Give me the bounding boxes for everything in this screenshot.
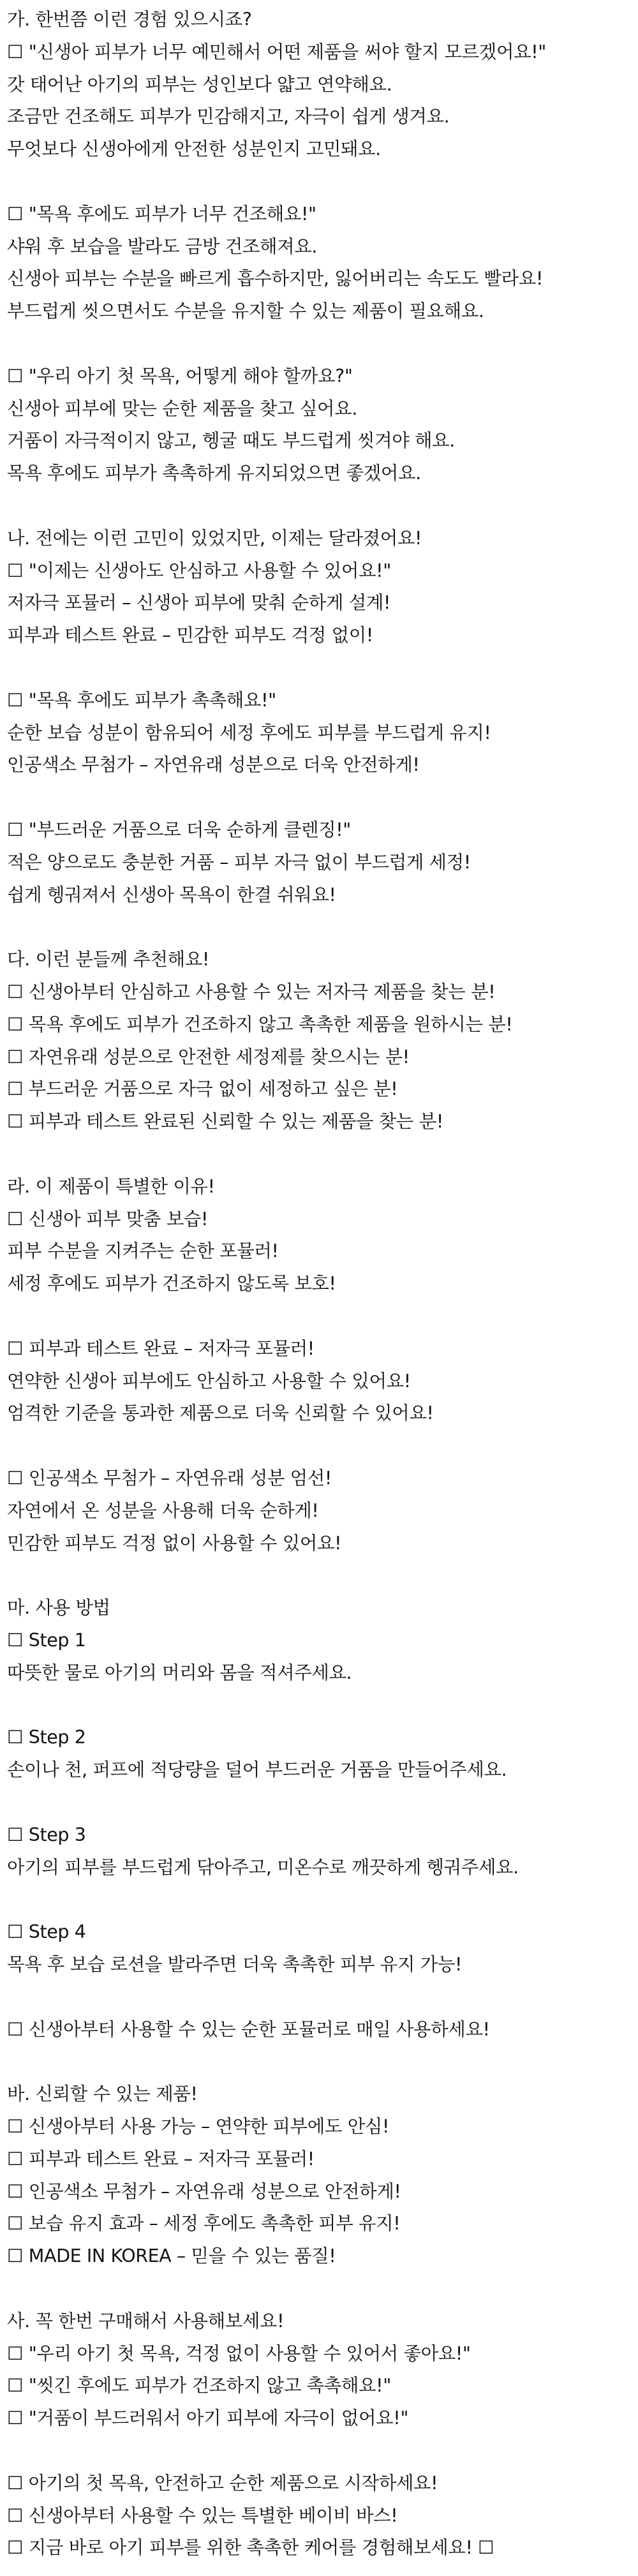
checkbox-item: ☐ MADE IN KOREA – 믿을 수 있는 품질! bbox=[7, 2245, 336, 2267]
text-line: 엄격한 기준을 통과한 제품으로 더욱 신뢰할 수 있어요! bbox=[7, 1403, 434, 1424]
checkbox-item: ☐ 지금 바로 아기 피부를 위한 촉촉한 케어를 경험해보세요! ☐ bbox=[7, 2537, 494, 2559]
text-line: 민감한 피부도 걱정 없이 사용할 수 있어요! bbox=[7, 1532, 342, 1554]
text-line: 따뜻한 물로 아기의 머리와 몸을 적셔주세요. bbox=[7, 1662, 352, 1683]
checkbox-item: ☐ 인공색소 무첨가 – 자연유래 성분으로 안전하게! bbox=[7, 2180, 401, 2202]
checkbox-item: ☐ 신생아부터 사용할 수 있는 순한 포뮬러로 매일 사용하세요! bbox=[7, 2018, 490, 2040]
checkbox-item: ☐ "우리 아기 첫 목욕, 어떻게 해야 할까요?" bbox=[7, 365, 353, 387]
text-line: 저자극 포뮬러 – 신생아 피부에 맞춰 순하게 설계! bbox=[7, 592, 390, 614]
text-line: 부드럽게 씻으면서도 수분을 유지할 수 있는 제품이 필요해요. bbox=[7, 301, 484, 322]
text-line: 목욕 후에도 피부가 촉촉하게 유지되었으면 좋겠어요. bbox=[7, 463, 421, 484]
blank-line bbox=[7, 1560, 635, 1591]
checkbox-item: ☐ "이제는 신생아도 안심하고 사용할 수 있어요!" bbox=[7, 560, 391, 581]
blank-line bbox=[7, 782, 635, 814]
blank-line bbox=[7, 490, 635, 522]
checkbox-item: ☐ 피부과 테스트 완료 – 저자극 포뮬러! bbox=[7, 2148, 315, 2170]
text-line: 적은 양으로도 충분한 거품 – 피부 자극 없이 부드럽게 세정! bbox=[7, 851, 471, 873]
text-line: 쉽게 헹궈져서 신생아 목욕이 한결 쉬워요! bbox=[7, 884, 336, 905]
text-line: 손이나 천, 퍼프에 적당량을 덜어 부드러운 거품을 만들어주세요. bbox=[7, 1759, 507, 1781]
blank-line bbox=[7, 2435, 635, 2467]
section-heading: 나. 전에는 이런 고민이 있었지만, 이제는 달라졌어요! bbox=[7, 527, 422, 549]
checkbox-item: ☐ "씻긴 후에도 피부가 건조하지 않고 촉촉해요!" bbox=[7, 2375, 391, 2397]
blank-line bbox=[7, 652, 635, 684]
blank-line bbox=[7, 1981, 635, 2013]
text-line: 신생아 피부는 수분을 빠르게 흡수하지만, 잃어버리는 속도도 빨라요! bbox=[7, 268, 543, 290]
checkbox-item: ☐ "거품이 부드러워서 아기 피부에 자극이 없어요!" bbox=[7, 2408, 409, 2429]
text-line: 피부 수분을 지켜주는 순한 포뮬러! bbox=[7, 1240, 279, 1262]
checkbox-item: ☐ "부드러운 거품으로 더욱 순하게 클렌징!" bbox=[7, 819, 351, 840]
checkbox-item: ☐ 아기의 첫 목욕, 안전하고 순한 제품으로 시작하세요! bbox=[7, 2472, 438, 2494]
blank-line bbox=[7, 1787, 635, 1819]
blank-line bbox=[7, 1690, 635, 1722]
checkbox-item: ☐ 보습 유지 효과 – 세정 후에도 촉촉한 피부 유지! bbox=[7, 2213, 401, 2235]
checkbox-item: ☐ 신생아부터 안심하고 사용할 수 있는 저자극 제품을 찾는 분! bbox=[7, 981, 496, 1002]
checkbox-item: ☐ Step 2 bbox=[7, 1727, 86, 1748]
section-heading: 마. 사용 방법 bbox=[7, 1597, 110, 1619]
text-line: 자연에서 온 성분을 사용해 더욱 순하게! bbox=[7, 1500, 319, 1521]
checkbox-item: ☐ 피부과 테스트 완료 – 저자극 포뮬러! bbox=[7, 1337, 315, 1359]
text-line: 순한 보습 성분이 함유되어 세정 후에도 피부를 부드럽게 유지! bbox=[7, 722, 491, 743]
text-line: 신생아 피부에 맞는 순한 제품을 찾고 싶어요. bbox=[7, 398, 357, 419]
text-line: 인공색소 무첨가 – 자연유래 성분으로 더욱 안전하게! bbox=[7, 754, 420, 776]
checkbox-item: ☐ 자연유래 성분으로 안전한 세정제를 찾으시는 분! bbox=[7, 1046, 410, 1068]
text-line: 세정 후에도 피부가 건조하지 않도록 보호! bbox=[7, 1273, 336, 1295]
checkbox-item: ☐ "목욕 후에도 피부가 너무 건조해요!" bbox=[7, 203, 316, 225]
section-heading: 사. 꼭 한번 구매해서 사용해보세요! bbox=[7, 2310, 285, 2332]
text-line: 무엇보다 신생아에게 안전한 성분인지 고민돼요. bbox=[7, 138, 381, 160]
text-line: 거품이 자극적이지 않고, 헹굴 때도 부드럽게 씻겨야 해요. bbox=[7, 430, 455, 452]
checkbox-item: ☐ "목욕 후에도 피부가 촉촉해요!" bbox=[7, 689, 276, 711]
blank-line bbox=[7, 911, 635, 943]
blank-line bbox=[7, 328, 635, 360]
text-line: 갓 태어난 아기의 피부는 성인보다 얇고 연약해요. bbox=[7, 73, 392, 95]
checkbox-item: ☐ 피부과 테스트 완료된 신뢰할 수 있는 제품을 찾는 분! bbox=[7, 1111, 443, 1133]
blank-line bbox=[7, 2046, 635, 2078]
section-heading: 가. 한번쯤 이런 경험 있으시죠? bbox=[7, 9, 252, 30]
text-line: 아기의 피부를 부드럽게 닦아주고, 미온수로 깨끗하게 헹궈주세요. bbox=[7, 1856, 519, 1878]
text-line: 샤워 후 보습을 발라도 금방 건조해져요. bbox=[7, 235, 318, 257]
checkbox-item: ☐ 인공색소 무첨가 – 자연유래 성분 엄선! bbox=[7, 1468, 332, 1489]
checkbox-item: ☐ "우리 아기 첫 목욕, 걱정 없이 사용할 수 있어서 좋아요!" bbox=[7, 2342, 471, 2364]
checkbox-item: ☐ "신생아 피부가 너무 예민해서 어떤 제품을 써야 할지 모르겠어요!" bbox=[7, 41, 546, 63]
text-line: 조금만 건조해도 피부가 민감해지고, 자극이 쉽게 생겨요. bbox=[7, 106, 450, 128]
blank-line bbox=[7, 1138, 635, 1170]
checkbox-item: ☐ 부드러운 거품으로 자극 없이 세정하고 싶은 분! bbox=[7, 1078, 398, 1100]
blank-line bbox=[7, 1430, 635, 1462]
blank-line bbox=[7, 2273, 635, 2305]
checkbox-item: ☐ 신생아부터 사용할 수 있는 특별한 베이비 바스! bbox=[7, 2505, 398, 2526]
checkbox-item: ☐ 목욕 후에도 피부가 건조하지 않고 촉촉한 제품을 원하시는 분! bbox=[7, 1013, 513, 1035]
section-heading: 바. 신뢰할 수 있는 제품! bbox=[7, 2083, 198, 2105]
section-heading: 라. 이 제품이 특별한 이유! bbox=[7, 1175, 215, 1197]
checkbox-item: ☐ 신생아 피부 맞춤 보습! bbox=[7, 1208, 208, 1230]
blank-line bbox=[7, 1300, 635, 1332]
text-line: 목욕 후 보습 로션을 발라주면 더욱 촉촉한 피부 유지 가능! bbox=[7, 1954, 462, 1975]
text-line: 피부과 테스트 완료 – 민감한 피부도 걱정 없이! bbox=[7, 625, 373, 646]
checkbox-item: ☐ 신생아부터 사용 가능 – 연약한 피부에도 안심! bbox=[7, 2116, 389, 2137]
checkbox-item: ☐ Step 3 bbox=[7, 1824, 86, 1845]
section-heading: 다. 이런 분들께 추천해요! bbox=[7, 949, 209, 971]
blank-line bbox=[7, 166, 635, 198]
blank-line bbox=[7, 1884, 635, 1916]
text-line: 연약한 신생아 피부에도 안심하고 사용할 수 있어요! bbox=[7, 1370, 411, 1392]
checkbox-item: ☐ Step 4 bbox=[7, 1921, 86, 1943]
checkbox-item: ☐ Step 1 bbox=[7, 1630, 86, 1651]
